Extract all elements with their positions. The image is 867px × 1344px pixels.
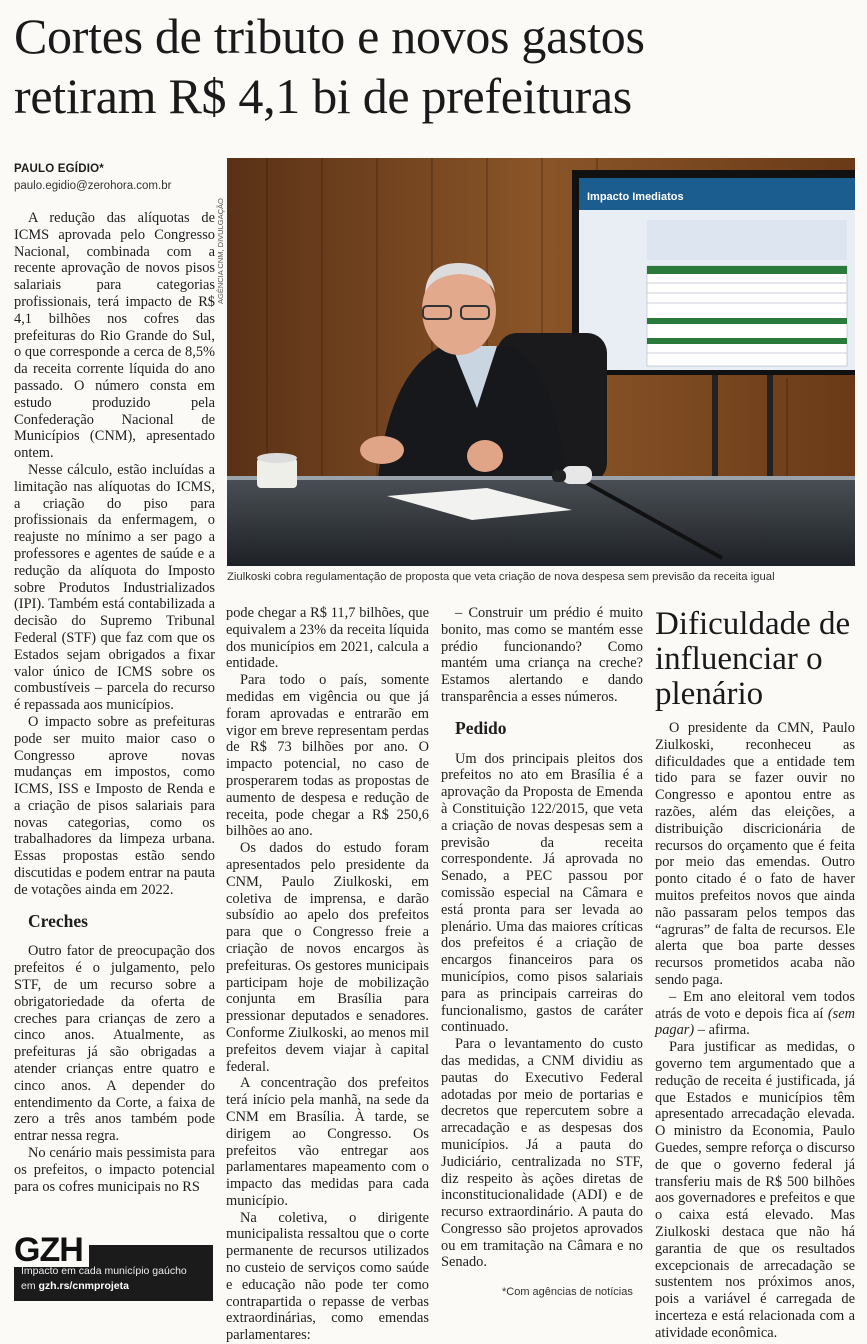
- paragraph: Para todo o país, somente medidas em vigência ou que já foram aprovadas e entrarão em vigor em breve representam perdas de R$ 73 bilhões por ano. O impacto potencial, no caso de prosperarem todas as propostas de aumento de despesa e redução de receita, pode chegar a R$ 250,6 bilhões ao ano.: [226, 672, 429, 840]
- photo-caption: Ziulkoski cobra regulamentação de proposta que veta criação de nova despesa sem previsão da receita igual: [227, 571, 775, 583]
- paragraph: No cenário mais pessimista para os prefeitos, o impacto potencial para os cofres municipais no RS: [14, 1145, 215, 1195]
- photo-credit: [216, 164, 226, 304]
- paragraph-quote: [655, 989, 855, 1039]
- paragraph: Na coletiva, o dirigente municipalista ressaltou que o corte permanente de recursos utilizados no custeio de serviços como saúde e educação não pode ter como contrapartida o repasse de verbas extraordinárias, como emendas parlamentares:: [226, 1209, 429, 1344]
- paragraph: Nesse cálculo, estão incluídas a limitação nas alíquotas do ICMS, a criação do piso para profissionais da enfermagem, o reajuste no mínimo a ser pago a professores e agentes de saúde e a redução da alíquota do Imposto sobre Produtos Industrializados (IPI). Também está contabilizada a decisão do Supremo Tribunal Federal (STF) que faz com que os Estados sejam obrigados a fixar valor único de ICMS sobre os combustíveis – parcela do recurso é repassada aos municípios.: [14, 461, 215, 714]
- paragraph: Outro fator de preocupação dos prefeitos é o julgamento, pelo STF, de um recurso sobre a obrigatoriedade da oferta de creches para crianças de zero a cinco anos. Atualmente, as prefeituras já são obrigadas a atender crianças entre quatro e cinco anos. A depender do entendimento da Corte, a faixa de zero a três anos também pode entrar nessa regra.: [14, 943, 215, 1145]
- column-3: [441, 605, 643, 1295]
- gzh-promo-link-line: [21, 1280, 129, 1292]
- gzh-promo-box[interactable]: [14, 1231, 213, 1301]
- column-4: [655, 720, 855, 1341]
- byline-author: PAULO EGÍDIO*: [14, 163, 104, 175]
- gzh-link-prefix: em: [21, 1280, 39, 1292]
- subhead-pedido: Pedido: [455, 717, 507, 738]
- headline: [14, 6, 859, 126]
- paragraph: Um dos principais pleitos dos prefeitos no ato em Brasília é a aprovação da Proposta de Emenda à Constituição 122/2015, que veta a criação de novas despesas sem a previsão da receita correspondente. Já aprovada no Senado, a PEC passou por comissão especial na Câmara e está pronta para ser levada ao plenário. Uma das maiores críticas dos prefeitos é a criação de encargos financeiros para os municípios, como pisos salariais para as principais carreiras do funcionalismo, gastos de caráter continuado.: [441, 750, 643, 1036]
- paragraph: O presidente da CMN, Paulo Ziulkoski, reconheceu as dificuldades que a entidade tem tido para se fazer ouvir no Congresso e apontou entre as razões, além das eleições, a distribuição discricionária de recursos do orçamento que é feita por meio das emendas. Outro ponto citado é o fato de haver muitos prefeitos novos que ainda não passaram pelos tempos das “agruras” de falta de recursos. Ele alerta que boa parte desses recursos prometidos acaba não sendo paga.: [655, 720, 855, 988]
- paragraph: Para o levantamento do custo das medidas, a CNM dividiu as pautas do Executivo Federal adotadas por meio de portarias e decretos que repercutem sobre a arrecadação e as despesas dos municípios. Já a pauta do Judiciário, centralizada no STF, diz respeito às ações diretas de inconstitucionalidade (ADI) e de recurso extraordinário. A pauta do Congresso são projetos aprovados ou em tramitação na Câmara e no Senado.: [441, 1036, 643, 1271]
- column-2: [226, 605, 429, 1344]
- byline-email[interactable]: paulo.egidio@zerohora.com.br: [14, 180, 172, 192]
- agencies-note: *Com agências de notícias: [502, 1286, 633, 1298]
- headline-line-2: retiram R$ 4,1 bi de prefeituras: [14, 68, 632, 124]
- sidebar-title: Dificuldade de influenciar o plenário: [655, 606, 851, 712]
- paragraph-quote: – Construir um prédio é muito bonito, mas como se mantém esse prédio funcionando? Como mantém uma criança na creche? Estamos alertando e dando transparência a esses números.: [441, 605, 643, 705]
- paragraph: A concentração dos prefeitos terá início pela manhã, na sede da CNM em Brasília. À tarde, se dirigem ao Congresso. Os prefeitos vão entregar aos parlamentares mapeamento com o impacto das medidas para cada município.: [226, 1075, 429, 1209]
- paragraph: Os dados do estudo foram apresentados pelo presidente da CNM, Paulo Ziulkoski, em coletiva de imprensa, e darão subsídio ao apelo dos prefeitos para que o Congresso freie a criação de novos encargos às prefeituras. Os gestores municipais participam hoje de mobilização conjunta em Brasília para pressionar deputados e senadores. Conforme Ziulkoski, ao menos mil prefeitos devem viajar à capital federal.: [226, 840, 429, 1075]
- headline-line-1: Cortes de tributo e novos gastos: [14, 8, 645, 64]
- quote-emphasis: (sem pagar): [655, 1005, 855, 1039]
- article-photo: [227, 158, 855, 566]
- gzh-link[interactable]: gzh.rs/cnmprojeta: [38, 1280, 129, 1292]
- subhead-creches: Creches: [28, 910, 88, 931]
- paragraph: pode chegar a R$ 11,7 bilhões, que equivalem a 23% da receita líquida dos municípios em 2021, calcula a entidade.: [226, 605, 429, 672]
- paragraph: A redução das alíquotas de ICMS aprovada pelo Congresso Nacional, combinada com a recente aprovação de novos pisos salariais para categorias profissionais, terá impacto de R$ 4,1 bilhões nos cofres das prefeituras do Rio Grande do Sul, o que corresponde a cerca de 8,5% da receita corrente líquida do ano passado. O número consta em estudo produzido pela Confederação Nacional de Municípios (CNM), apresentado ontem.: [14, 210, 215, 462]
- screen-title: Impacto Imediatos: [587, 191, 684, 203]
- paragraph: Para justificar as medidas, o governo tem argumentado que a redução de receita é justificada, já que Estados e municípios têm apresentado arrecadação elevada. O ministro da Economia, Paulo Guedes, sempre reforça o discurso de que o governo federal já transferiu mais de R$ 500 bilhões aos governadores e prefeitos e que o caixa está elevado. Mas Ziulkoski destaca que não há garantia de que os resultados excepcionais de arrecadação se sustentem nos próximos anos, pois a variável é carregada de incerteza e está relacionada com a atividade econômica.: [655, 1039, 855, 1341]
- column-1: [14, 210, 215, 1295]
- photo-illustration: [227, 158, 855, 566]
- quote-end: – afirma.: [694, 1022, 750, 1039]
- gzh-promo-text: Impacto em cada município gaúcho: [21, 1265, 187, 1277]
- gzh-logo: GZH: [14, 1233, 89, 1267]
- quote-text: – Em ano eleitoral vem todos atrás de voto e depois fica aí: [655, 988, 855, 1022]
- paragraph: O impacto sobre as prefeituras pode ser muito maior caso o Congresso aprove novas mudanças em impostos, como ICMS, ISS e Imposto de Renda e a criação de pisos salariais para novas categorias, como os trabalhadores da limpeza urbana. Essas propostas estão sendo discutidas e podem entrar na pauta de votações ainda em 2022.: [14, 713, 215, 898]
- photo-credit-text: AGÊNCIA CNM, DIVULGAÇÃO: [216, 198, 225, 304]
